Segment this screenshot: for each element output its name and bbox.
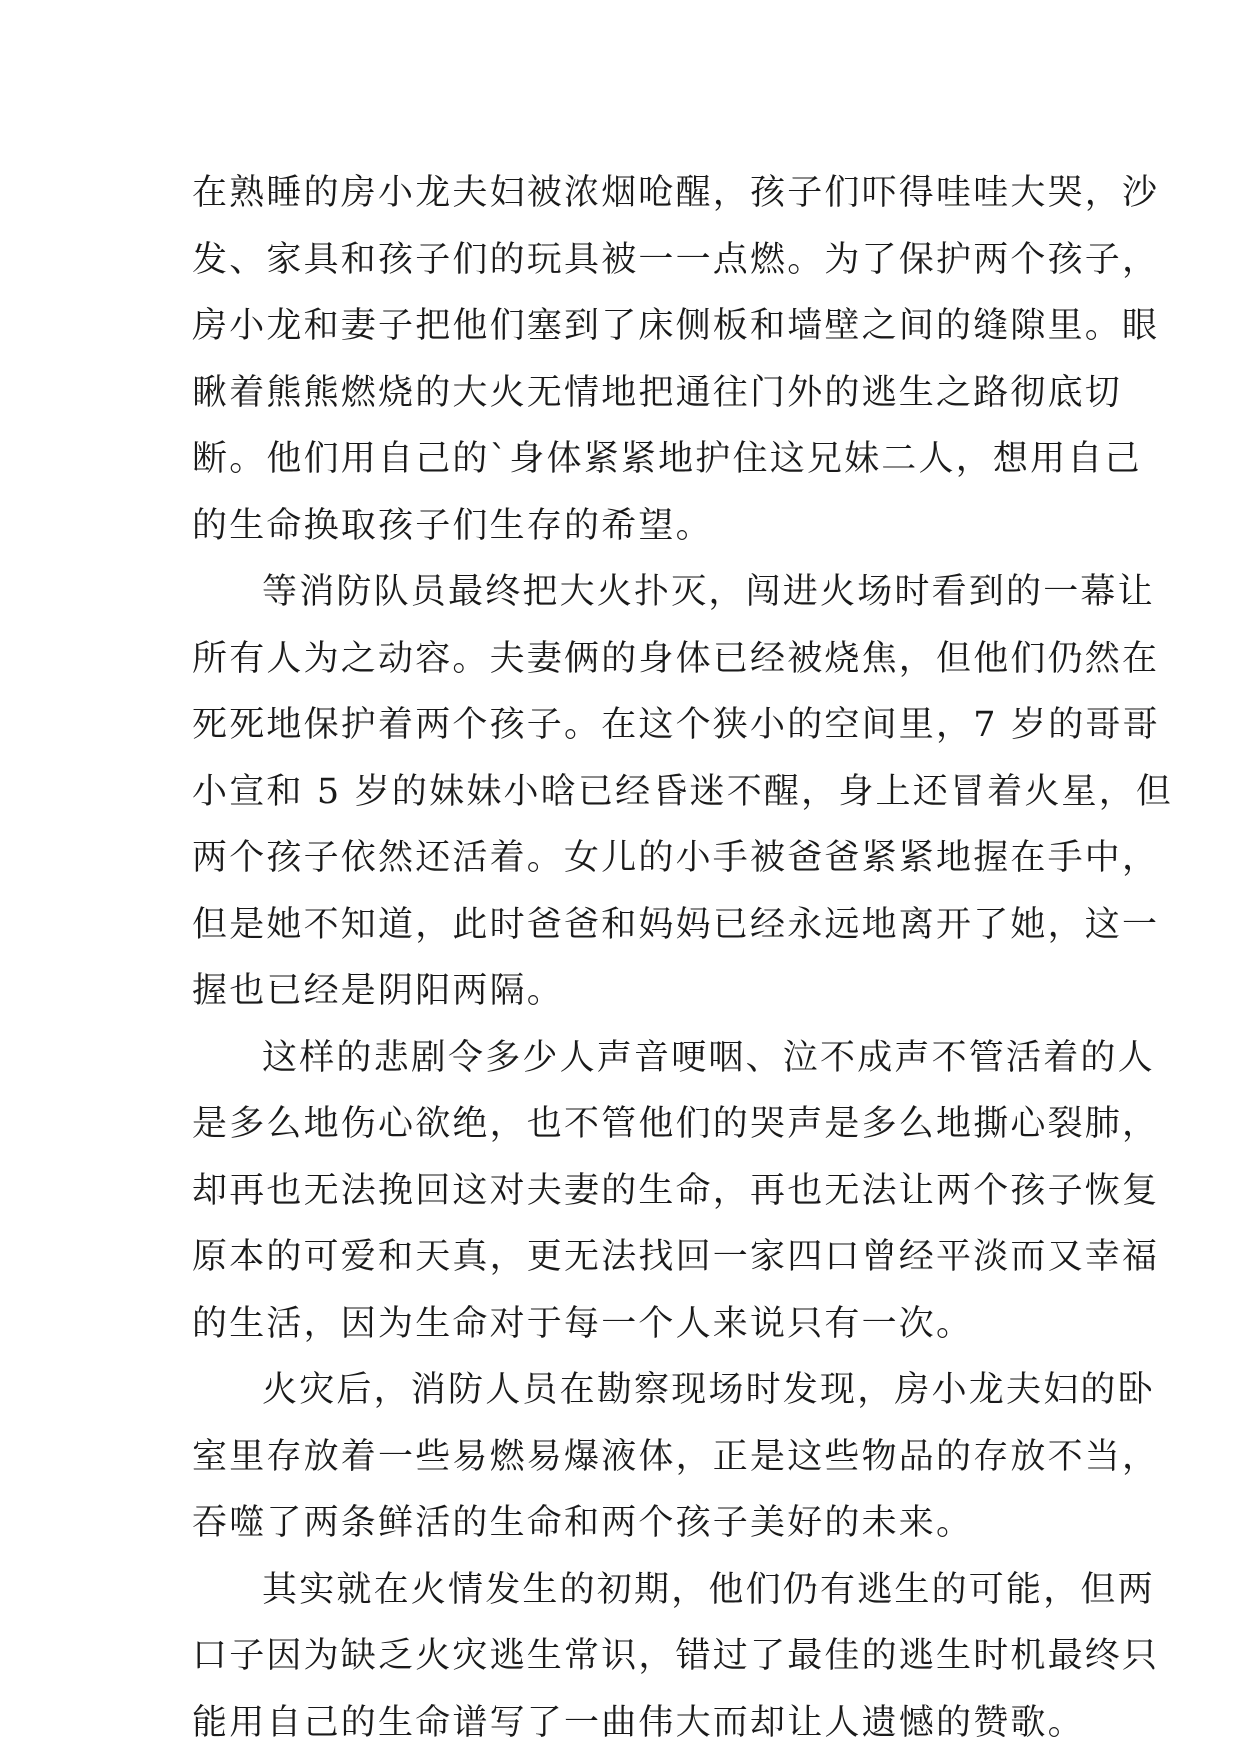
text-line: 原本的可爱和天真，更无法找回一家四口曾经平淡而又幸福: [192, 1224, 1092, 1291]
text-line: 室里存放着一些易燃易爆液体，正是这些物品的存放不当，: [192, 1424, 1092, 1491]
text-line: 发、家具和孩子们的玩具被一一点燃。为了保护两个孩子，: [192, 227, 1092, 294]
text-line: 死死地保护着两个孩子。在这个狭小的空间里，7 岁的哥哥: [192, 692, 1092, 759]
text-line: 火灾后，消防人员在勘察现场时发现，房小龙夫妇的卧: [192, 1357, 1092, 1424]
text-line: 吞噬了两条鲜活的生命和两个孩子美好的未来。: [192, 1490, 1092, 1557]
text-line: 两个孩子依然还活着。女儿的小手被爸爸紧紧地握在手中，: [192, 825, 1092, 892]
text-line: 所有人为之动容。夫妻俩的身体已经被烧焦，但他们仍然在: [192, 626, 1092, 693]
text-line: 这样的悲剧令多少人声音哽咽、泣不成声不管活着的人: [192, 1025, 1092, 1092]
text-line: 却再也无法挽回这对夫妻的生命，再也无法让两个孩子恢复: [192, 1158, 1092, 1225]
text-line: 小宣和 5 岁的妹妹小晗已经昏迷不醒，身上还冒着火星，但: [192, 759, 1092, 826]
text-line: 是多么地伤心欲绝，也不管他们的哭声是多么地撕心裂肺，: [192, 1091, 1092, 1158]
text-line: 在熟睡的房小龙夫妇被浓烟呛醒，孩子们吓得哇哇大哭，沙: [192, 160, 1092, 227]
text-line: 等消防队员最终把大火扑灭，闯进火场时看到的一幕让: [192, 559, 1092, 626]
text-line: 的生活，因为生命对于每一个人来说只有一次。: [192, 1291, 1092, 1358]
text-line: 断。他们用自己的`身体紧紧地护住这兄妹二人，想用自己: [192, 426, 1092, 493]
text-line: 瞅着熊熊燃烧的大火无情地把通往门外的逃生之路彻底切: [192, 360, 1092, 427]
text-line: 能用自己的生命谱写了一曲伟大而却让人遗憾的赞歌。: [192, 1690, 1092, 1756]
text-line: 其实就在火情发生的初期，他们仍有逃生的可能，但两: [192, 1557, 1092, 1624]
body-text: [192, 160, 1092, 1756]
text-line: 口子因为缺乏火灾逃生常识，错过了最佳的逃生时机最终只: [192, 1623, 1092, 1690]
text-line: 但是她不知道，此时爸爸和妈妈已经永远地离开了她，这一: [192, 892, 1092, 959]
text-line: 握也已经是阴阳两隔。: [192, 958, 1092, 1025]
text-line: 房小龙和妻子把他们塞到了床侧板和墙壁之间的缝隙里。眼: [192, 293, 1092, 360]
text-line: 的生命换取孩子们生存的希望。: [192, 493, 1092, 560]
